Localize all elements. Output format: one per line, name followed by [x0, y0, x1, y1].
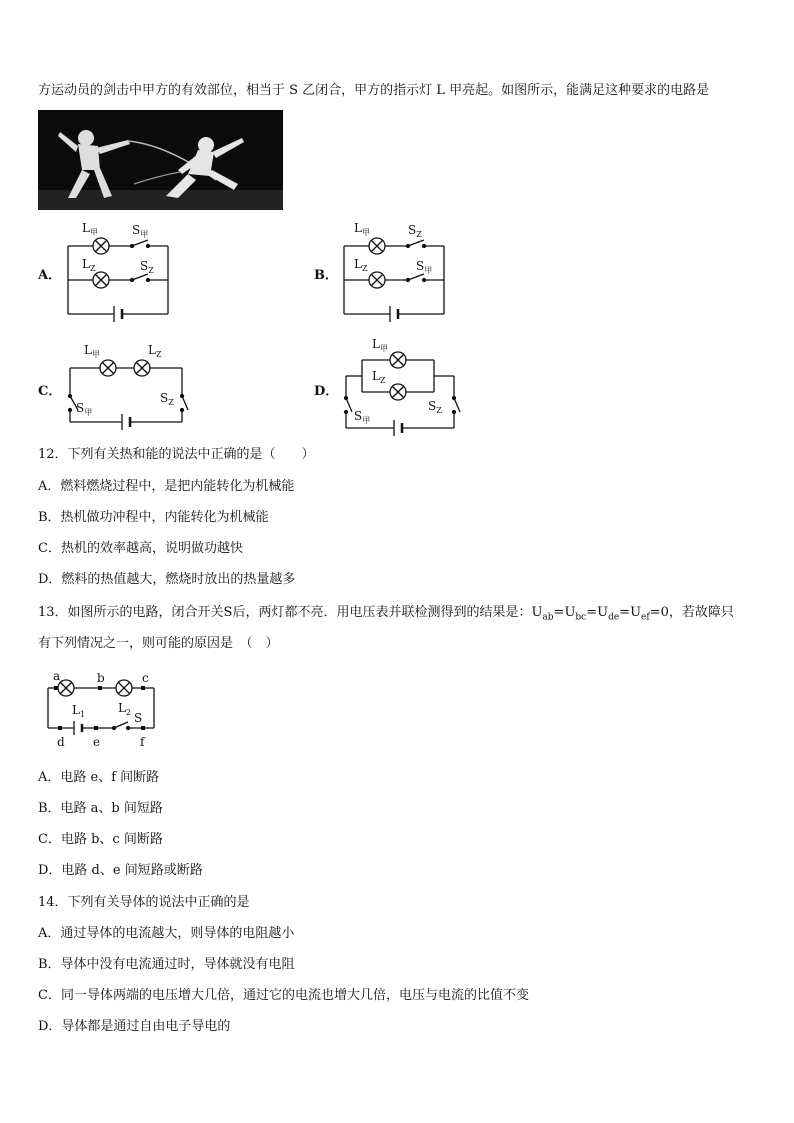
- q13-lamp-l2-label: $L_2$: [118, 701, 132, 717]
- svg-text:SZ: $S_Z$: [428, 399, 442, 415]
- q11-stem: 方运动员的剑击中甲方的有效部位，相当于 S 乙闭合，甲方的指示灯 L 甲亮起。如图所示，能满足这种要求的电路是: [38, 83, 710, 98]
- svg-text:S甲: $S_甲$: [76, 401, 93, 417]
- q12-stem: 12．下列有关热和能的说法中正确的是（ ）: [38, 447, 315, 462]
- q13-point-f: f: [140, 735, 145, 749]
- q13-lamp-l1-label: $L_1$: [72, 703, 86, 719]
- q13-point-e: e: [93, 735, 101, 749]
- circuit-diagram-b: [336, 218, 456, 328]
- q13-point-b: b: [97, 671, 105, 685]
- svg-text:SZ: $S_Z$: [140, 259, 154, 275]
- q14-option-c: C．同一导体两端的电压增大几倍，通过它的电流也增大几倍，电压与电流的比值不变: [38, 988, 529, 1003]
- q11-option-a-label: A．: [38, 268, 62, 283]
- q14-option-b: B．导体中没有电流通过时，导体就没有电阻: [38, 957, 295, 972]
- circuit-diagram-c: [60, 340, 195, 440]
- svg-text:L甲: $L_甲$: [372, 337, 388, 353]
- svg-text:L甲: $L_甲$: [82, 221, 98, 237]
- q13-switch-label: S: [134, 711, 143, 725]
- q13-option-d: D．电路 d、e 间短路或断路: [38, 863, 203, 878]
- circuit-diagram-a: [60, 218, 180, 328]
- q13-option-a: A．电路 e、f 间断路: [38, 770, 160, 785]
- q13-circuit-diagram: [40, 670, 170, 752]
- q13-point-d: d: [57, 735, 65, 749]
- q13-option-b: B．电路 a、b 间短路: [38, 801, 163, 816]
- circuit-diagram-d: [336, 334, 466, 442]
- svg-text:S甲: $S_甲$: [416, 259, 433, 275]
- svg-text:S甲: $S_甲$: [132, 223, 149, 239]
- svg-text:LZ: $L_Z$: [82, 257, 96, 273]
- q14-stem: 14．下列有关导体的说法中正确的是: [38, 895, 250, 910]
- q12-option-b: B．热机做功冲程中，内能转化为机械能: [38, 510, 269, 525]
- q13-stem-line1: 13．如图所示的电路，闭合开关S后，两灯都不亮．用电压表并联检测得到的结果是：$U_{ab}=U_{bc}=U_{de}=U_{ef}=0$，若故障只: [38, 605, 734, 623]
- svg-text:LZ: $L_Z$: [354, 257, 368, 273]
- svg-text:L甲: $L_甲$: [354, 221, 370, 237]
- svg-text:S甲: $S_甲$: [354, 409, 371, 425]
- q13-point-a: a: [53, 670, 61, 683]
- q14-option-d: D．导体都是通过自由电子导电的: [38, 1019, 231, 1034]
- q13-stem-line2: 有下列情况之一，则可能的原因是 （ ）: [38, 636, 279, 651]
- q11-option-d-label: D．: [314, 384, 339, 399]
- fencing-photo: [38, 110, 283, 210]
- q12-option-c: C．热机的效率越高，说明做功越快: [38, 541, 243, 556]
- q12-option-d: D．燃料的热值越大，燃烧时放出的热量越多: [38, 572, 296, 587]
- svg-text:LZ: $L_Z$: [148, 343, 162, 359]
- q12-option-a: A．燃料燃烧过程中，是把内能转化为机械能: [38, 479, 295, 494]
- q11-option-b-label: B．: [314, 268, 338, 283]
- q14-option-a: A．通过导体的电流越大，则导体的电阻越小: [38, 926, 295, 941]
- q13-point-c: c: [142, 671, 149, 685]
- q11-option-c-label: C．: [38, 384, 62, 399]
- svg-text:SZ: $S_Z$: [160, 391, 174, 407]
- svg-text:SZ: $S_Z$: [408, 223, 422, 239]
- svg-text:LZ: $L_Z$: [372, 369, 386, 385]
- svg-text:L甲: $L_甲$: [84, 343, 100, 359]
- q13-option-c: C．电路 b、c 间断路: [38, 832, 163, 847]
